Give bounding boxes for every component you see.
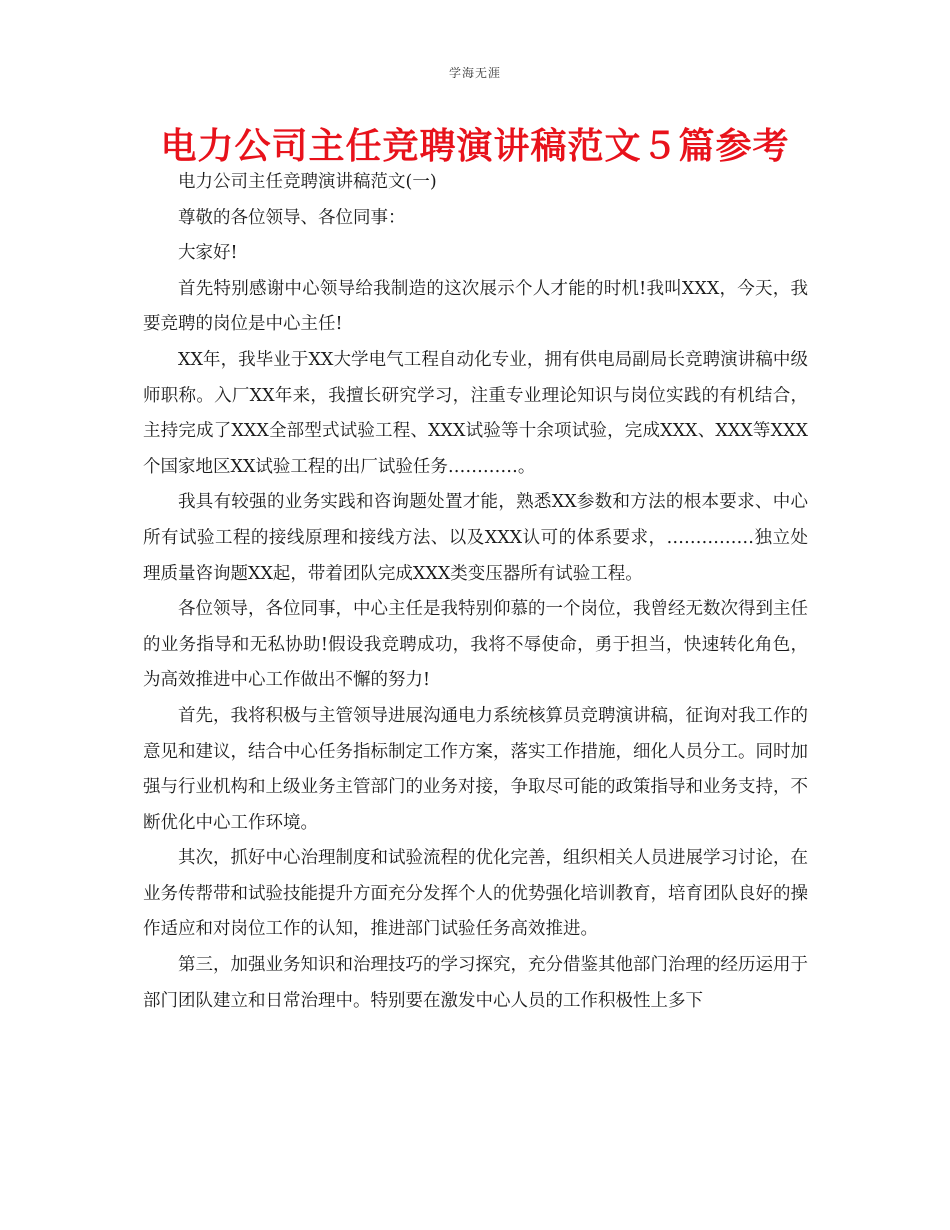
paragraph-salutation: 尊敬的各位领导、各位同事： xyxy=(178,207,406,228)
paragraph: 各位领导，各位同事，中心主任是我特别仰慕的一个岗位，我曾经无数次得到主任的业务指导和无私协助!假设我竞聘成功，我将不辱使命，勇于担当，快速转化角色，为高效推进中心工作做出不懈的努力! xyxy=(143,599,808,691)
paragraph: 首先特别感谢中心领导给我制造的这次展示个人才能的时机!我叫XXX，今天，我要竞聘的岗位是中心主任! xyxy=(143,278,808,335)
document-title: 电力公司主任竞聘演讲稿范文５篇参考 xyxy=(160,126,790,167)
paragraph: 其次，抓好中心治理制度和试验流程的优化完善，组织相关人员进展学习讨论，在业务传帮带和试验技能提升方面充分发挥个人的优势强化培训教育，培育团队良好的操作适应和对岗位工作的认知，推进部门试验任务高效推进。 xyxy=(143,848,808,940)
paragraph-subtitle: 电力公司主任竞聘演讲稿范文(一) xyxy=(178,172,437,192)
paragraph: 首先，我将积极与主管领导进展沟通电力系统核算员竞聘演讲稿，征询对我工作的意见和建议，结合中心任务指标制定工作方案，落实工作措施，细化人员分工。同时加强与行业机构和上级业务主管部门的业务对接，争取尽可能的政策指导和业务支持，不断优化中心工作环境。 xyxy=(143,705,808,833)
paragraph: 我具有较强的业务实践和咨询题处置才能，熟悉XX参数和方法的根本要求、中心所有试验工程的接线原理和接线方法、以及XXX认可的体系要求，……………独立处理质量咨询题XX起，带着团队完成XXX类变压器所有试验工程。 xyxy=(143,492,808,584)
paragraph: XX年，我毕业于XX大学电气工程自动化专业，拥有供电局副局长竞聘演讲稿中级师职称。入厂XX年来，我擅长研究学习，注重专业理论知识与岗位实践的有机结合，主持完成了XXX全部型式试验工程、XXX试验等十余项试验，完成XXX、XXX等XXX个国家地区XX试验工程的出厂试验任务…………。 xyxy=(143,349,808,477)
document-body xyxy=(143,165,808,1019)
running-header: 学海无涯 xyxy=(448,66,501,80)
paragraph-greeting: 大家好! xyxy=(178,243,238,264)
paragraph: 第三，加强业务知识和治理技巧的学习探究，充分借鉴其他部门治理的经历运用于部门团队建立和日常治理中。特别要在激发中心人员的工作积极性上多下 xyxy=(143,955,808,1011)
